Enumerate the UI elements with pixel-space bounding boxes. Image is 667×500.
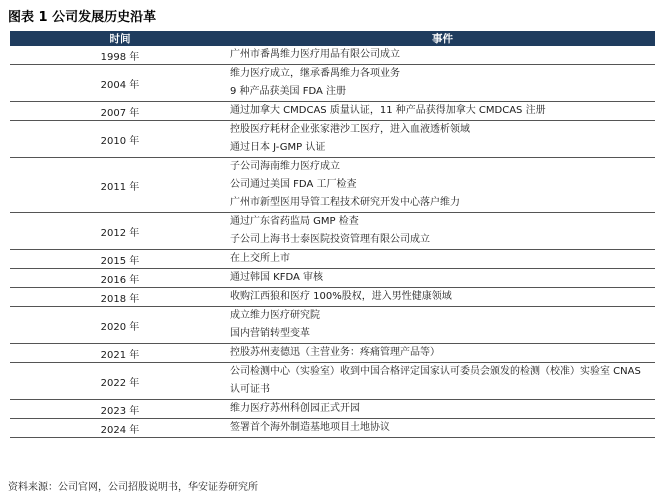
events-cell [230, 213, 655, 250]
table-row [10, 213, 655, 250]
table-row [10, 363, 655, 400]
year-cell: 2004 年 [10, 65, 230, 102]
history-table [10, 31, 655, 438]
year-cell: 2018 年 [10, 288, 230, 307]
events-cell [230, 344, 655, 363]
events-cell [230, 400, 655, 419]
table-row [10, 419, 655, 438]
event-line: 9 种产品获美国 FDA 注册 [230, 86, 347, 97]
event-line: 控股医疗耗材企业张家港沙工医疗，进入血液透析领域 [230, 124, 470, 135]
year-cell: 2015 年 [10, 250, 230, 269]
event-line: 通过韩国 KFDA 审核 [230, 272, 324, 283]
table-caption: 图表 1 公司发展历史沿革 [8, 10, 157, 25]
year-cell: 1998 年 [10, 46, 230, 65]
table-row [10, 102, 655, 121]
event-line: 成立维力医疗研究院 [230, 310, 320, 321]
events-cell [230, 419, 655, 438]
event-line: 维力医疗成立，继承番禺维力各项业务 [230, 68, 400, 79]
table-row [10, 307, 655, 344]
events-cell [230, 65, 655, 102]
year-cell: 2016 年 [10, 269, 230, 288]
events-cell [230, 121, 655, 158]
event-line: 通过广东省药监局 GMP 检查 [230, 216, 359, 227]
events-cell [230, 288, 655, 307]
event-line: 公司通过美国 FDA 工厂检查 [230, 179, 357, 190]
events-cell [230, 363, 655, 400]
event-line: 子公司上海书士泰医院投资管理有限公司成立 [230, 234, 430, 245]
event-line: 签署首个海外制造基地项目土地协议 [230, 422, 390, 433]
source-note: 资料来源：公司官网，公司招股说明书，华安证券研究所 [8, 482, 258, 493]
events-cell [230, 102, 655, 121]
table-row [10, 400, 655, 419]
table-row [10, 288, 655, 307]
event-line: 维力医疗苏州科创园正式开园 [230, 403, 360, 414]
event-line: 在上交所上市 [230, 253, 290, 264]
event-line: 通过加拿大 CMDCAS 质量认证，11 种产品获得加拿大 CMDCAS 注册 [230, 105, 546, 116]
event-line: 子公司海南维力医疗成立 [230, 161, 340, 172]
year-cell: 2022 年 [10, 363, 230, 400]
year-cell: 2024 年 [10, 419, 230, 438]
table-row [10, 344, 655, 363]
time-column-header: 时间 [10, 31, 230, 46]
year-cell: 2011 年 [10, 158, 230, 213]
event-line: 广州市新型医用导管工程技术研究开发中心落户维力 [230, 197, 460, 208]
table-row [10, 46, 655, 65]
events-cell [230, 46, 655, 65]
event-line: 控股苏州麦德迅（主营业务：疼痛管理产品等） [230, 347, 440, 358]
events-column-header: 事件 [230, 31, 655, 46]
events-cell [230, 307, 655, 344]
event-line: 国内营销转型变革 [230, 328, 310, 339]
table-row [10, 269, 655, 288]
header-row [10, 31, 655, 46]
year-cell: 2007 年 [10, 102, 230, 121]
year-cell: 2021 年 [10, 344, 230, 363]
year-cell: 2010 年 [10, 121, 230, 158]
table-row [10, 158, 655, 213]
events-cell [230, 250, 655, 269]
events-cell [230, 158, 655, 213]
event-line: 通过日本 J-GMP 认证 [230, 142, 326, 153]
event-line: 广州市番禺维力医疗用品有限公司成立 [230, 49, 400, 60]
event-line: 收购江西狼和医疗 100%股权，进入男性健康领域 [230, 291, 452, 302]
year-cell: 2023 年 [10, 400, 230, 419]
table-row [10, 250, 655, 269]
table-row [10, 121, 655, 158]
event-line: 公司检测中心（实验室）收到中国合格评定国家认可委员会颁发的检测（校准）实验室 CNAS 认可证书 [230, 366, 641, 395]
year-cell: 2012 年 [10, 213, 230, 250]
table-row [10, 65, 655, 102]
year-cell: 2020 年 [10, 307, 230, 344]
events-cell [230, 269, 655, 288]
